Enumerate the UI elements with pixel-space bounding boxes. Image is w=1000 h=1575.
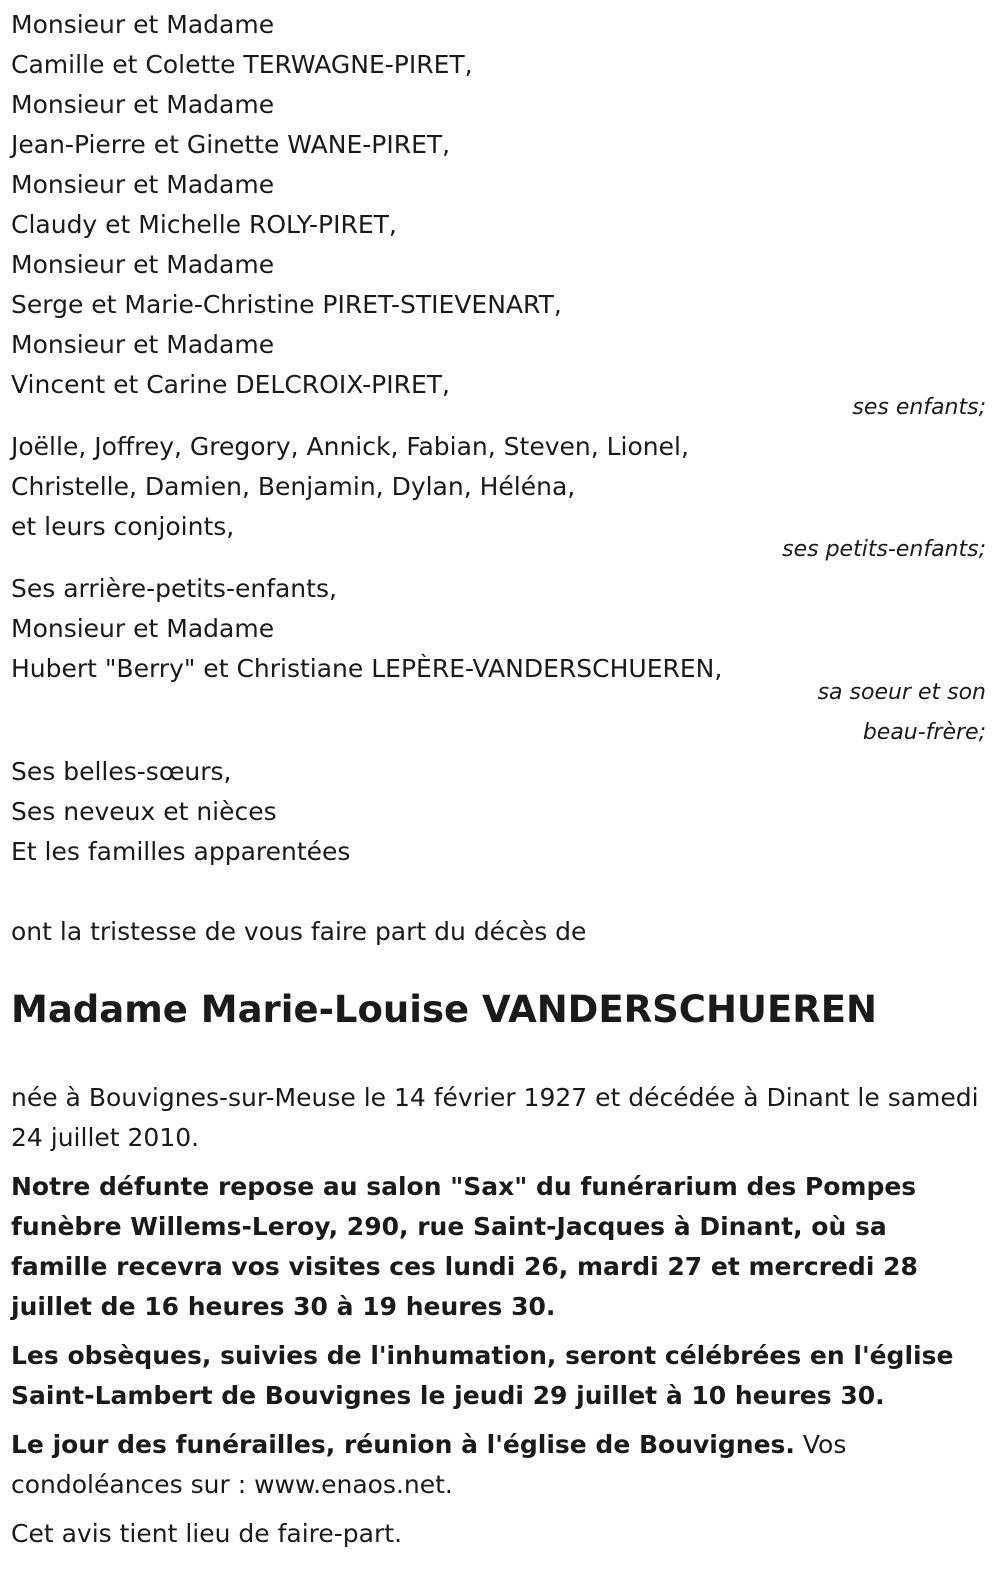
sister-line-3: Hubert "Berry" et Christiane LEPÈRE-VANDERSCHUEREN, <box>11 654 723 683</box>
grandchildren-line-2: Christelle, Damien, Benjamin, Dylan, Héléna, <box>11 472 576 501</box>
sister-role-1: sa soeur et son <box>817 680 986 705</box>
visitation-text: Notre défunte repose au salon "Sax" du funérarium des Pompes funèbre Willems-Leroy, 290, rue Saint-Jacques à Dinant, où sa famille recevra vos visites ces lundi 26, mardi 27 et mercredi 28 juillet de 16 heures 30 à 19 heures 30. <box>11 1172 918 1321</box>
funeral-text: Les obsèques, suivies de l'inhumation, seront célébrées en l'église Saint-Lambert de Bouvignes le jeudi 29 juillet à 10 heures 30. <box>11 1341 954 1410</box>
family-line-10: Vincent et Carine DELCROIX-PIRET, <box>11 370 450 399</box>
family-line-8: Serge et Marie-Christine PIRET-STIEVENART, <box>11 290 562 319</box>
others-line-2: Ses neveux et nièces <box>11 797 277 826</box>
deceased-name: Madame Marie-Louise VANDERSCHUEREN <box>11 988 877 1031</box>
family-line-4: Jean-Pierre et Ginette WANE-PIRET, <box>11 130 451 159</box>
grandchildren-line-3: et leurs conjoints, <box>11 512 235 541</box>
birth-death-text: née à Bouvignes-sur-Meuse le 14 février 1927 et décédée à Dinant le samedi 24 juillet 2010. <box>11 1083 979 1152</box>
others-line-3: Et les familles apparentées <box>11 837 351 866</box>
sister-line-2: Monsieur et Madame <box>11 614 275 643</box>
children-role: ses enfants; <box>852 395 986 420</box>
announcement: ont la tristesse de vous faire part du décès de <box>11 917 587 946</box>
grandchildren-line-1: Joëlle, Joffrey, Gregory, Annick, Fabian, Steven, Lionel, <box>11 432 689 461</box>
closing-text: Cet avis tient lieu de faire-part. <box>11 1519 403 1548</box>
family-line-6: Claudy et Michelle ROLY-PIRET, <box>11 210 397 239</box>
sister-role-2: beau-frère; <box>862 720 986 745</box>
family-line-3: Monsieur et Madame <box>11 90 275 119</box>
gathering-paragraph <box>11 1425 986 1505</box>
others-line-1: Ses belles-sœurs, <box>11 757 232 786</box>
gathering-bold: Le jour des funérailles, réunion à l'église de Bouvignes. <box>11 1430 795 1459</box>
family-line-7: Monsieur et Madame <box>11 250 275 279</box>
condolences-text: Vos condoléances sur : www.enaos.net. <box>11 1430 847 1499</box>
family-line-9: Monsieur et Madame <box>11 330 275 359</box>
grandchildren-role: ses petits-enfants; <box>782 537 986 562</box>
family-line-5: Monsieur et Madame <box>11 170 275 199</box>
sister-line-1: Ses arrière-petits-enfants, <box>11 574 337 603</box>
family-line-2: Camille et Colette TERWAGNE-PIRET, <box>11 50 473 79</box>
family-line-1: Monsieur et Madame <box>11 10 275 39</box>
